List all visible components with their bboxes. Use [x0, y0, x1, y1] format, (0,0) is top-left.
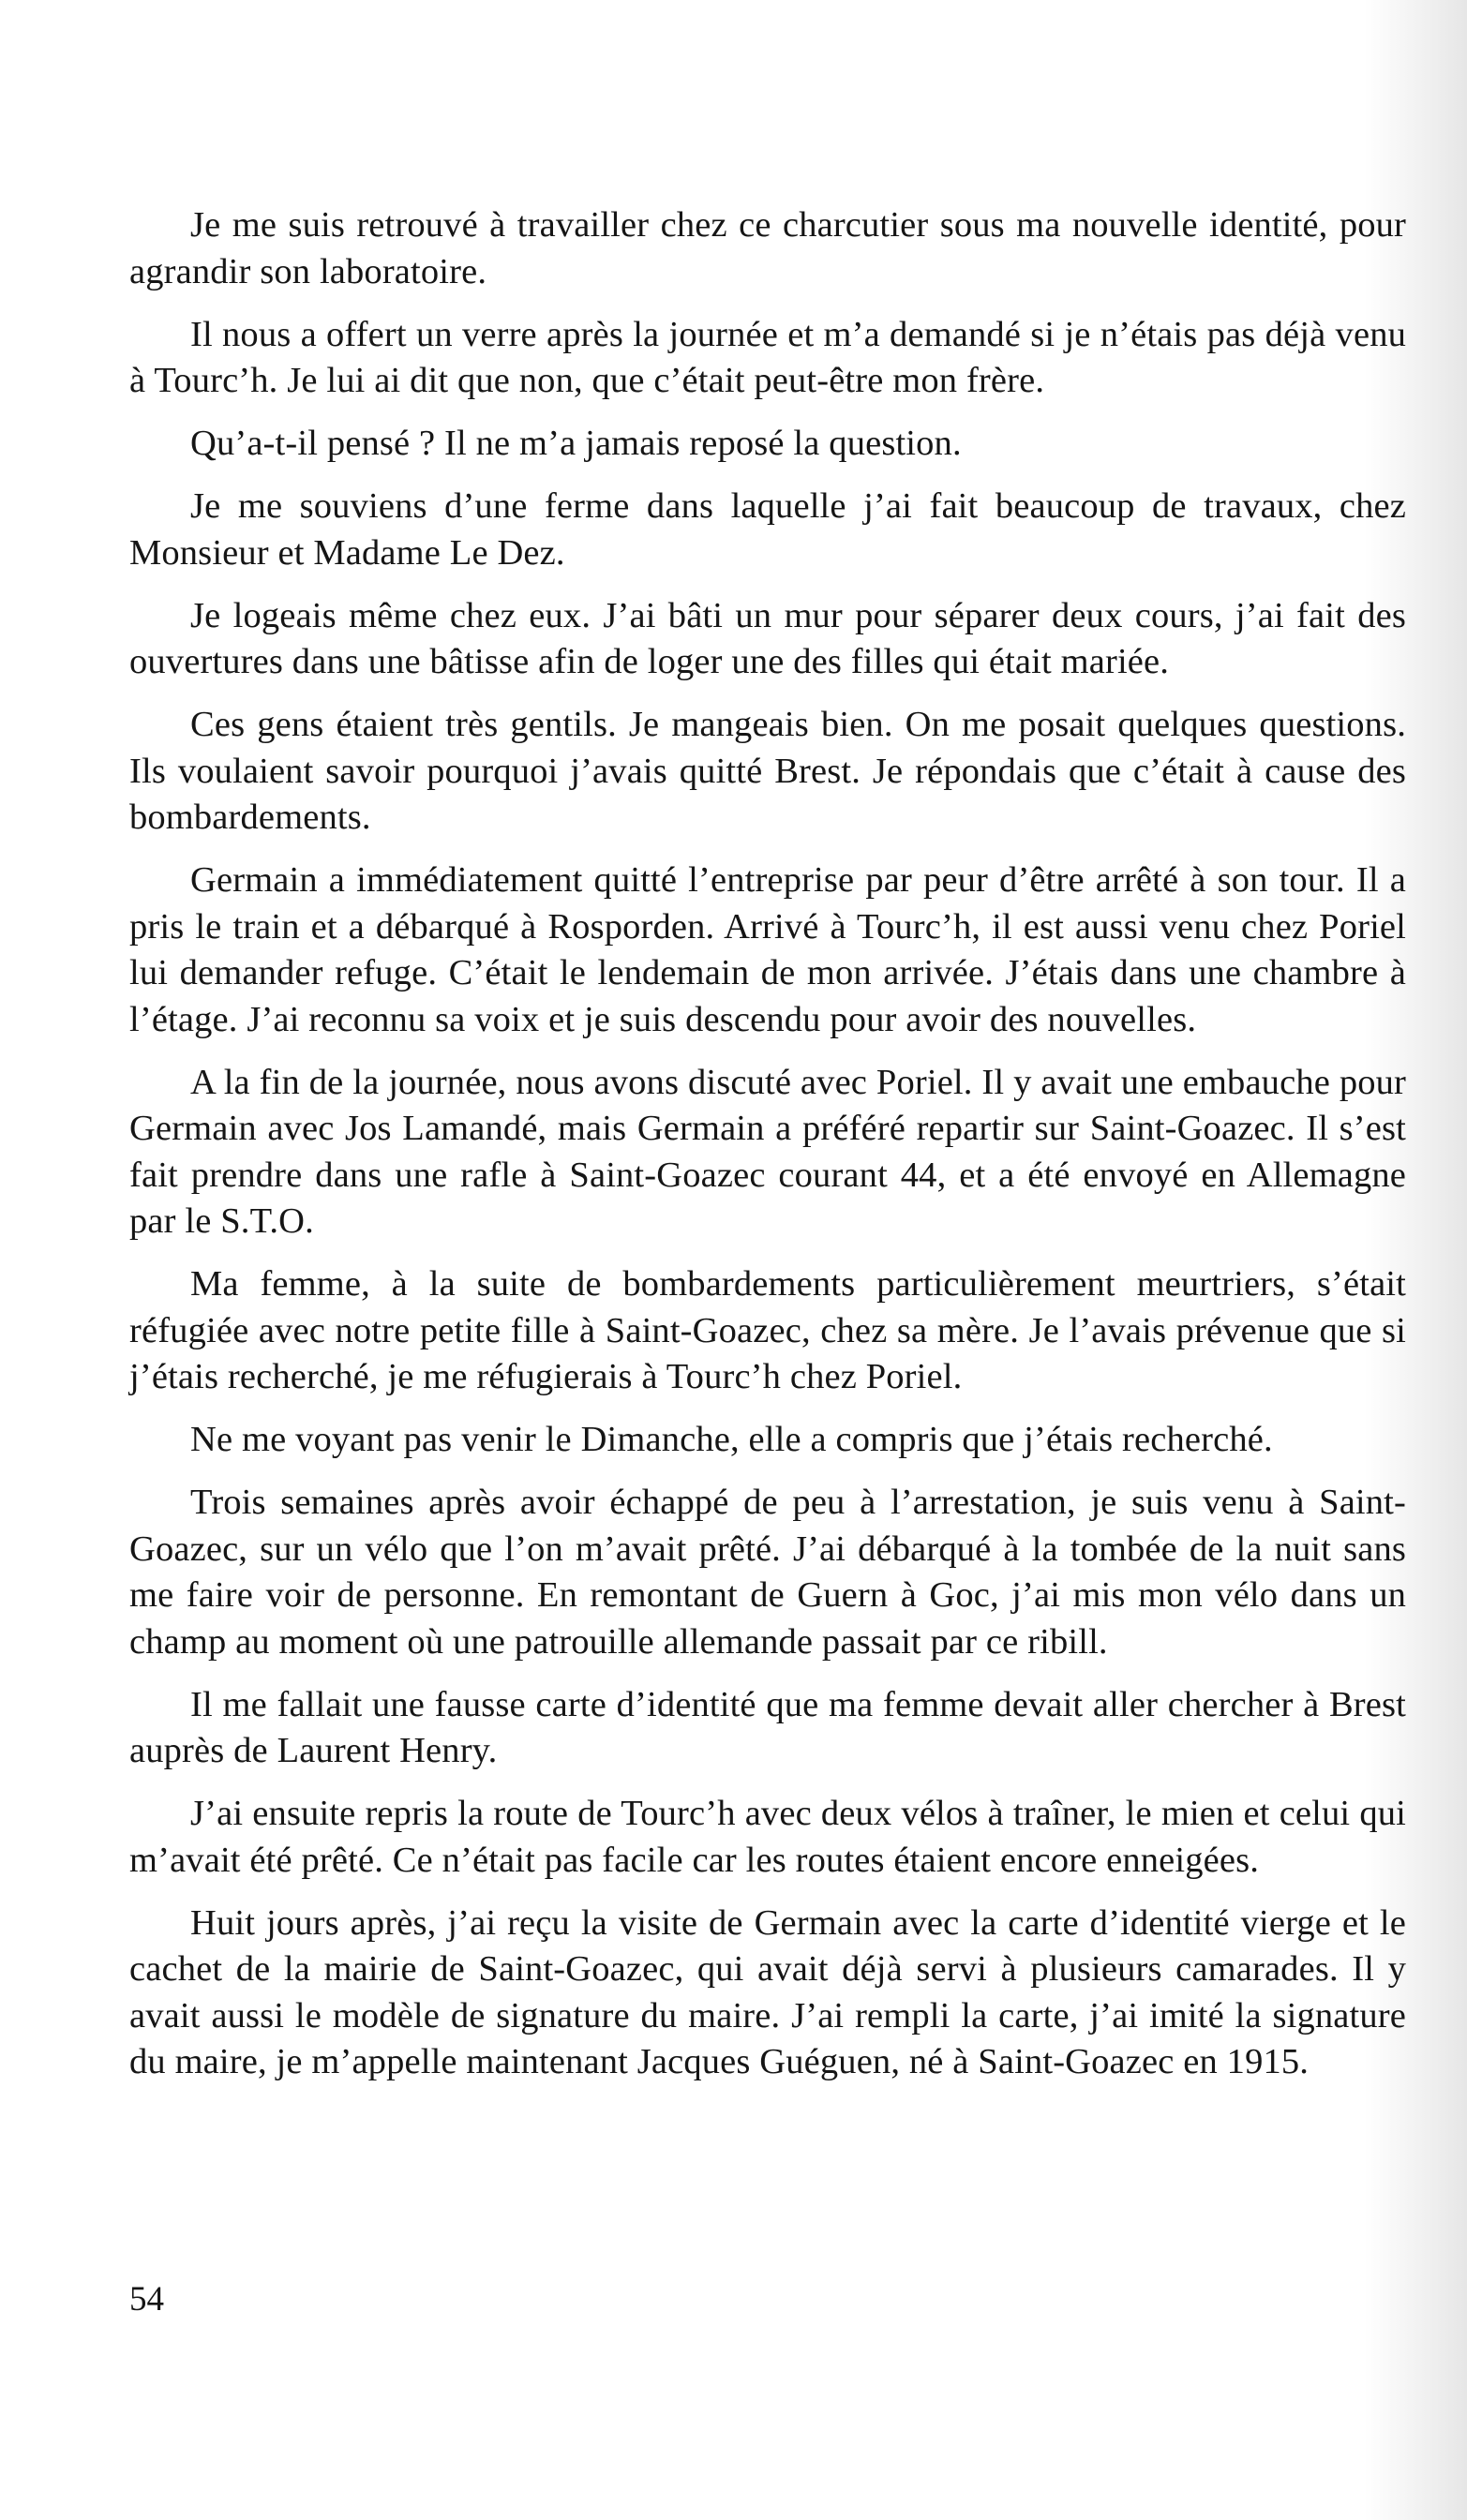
paragraph: Il nous a offert un verre après la journée et m’a demandé si je n’étais pas déjà venu à Tourc’h. Je lui ai dit que non, que c’était peut-être mon frère.	[129, 314, 1406, 400]
paragraph: Qu’a-t-il pensé ? Il ne m’a jamais reposé la question.	[190, 424, 962, 463]
paragraph: Trois semaines après avoir échappé de peu à l’arrestation, je suis venu à Saint-Goazec, sur un vélo que l’on m’avait prêté. J’ai débarqué à la tombée de la nuit sans me faire voir de personne. En remontant de Guern à Goc, j’ai mis mon vélo dans un champ au moment où une patrouille allemande passait par ce ribill.	[129, 1483, 1406, 1662]
paragraph: J’ai ensuite repris la route de Tourc’h avec deux vélos à traîner, le mien et celui qui m’avait été prêté. Ce n’était pas facile car les routes étaient encore enneigées.	[129, 1794, 1406, 1880]
page-number: 54	[129, 2280, 164, 2319]
paragraph: Ne me voyant pas venir le Dimanche, elle a compris que j’étais recherché.	[190, 1420, 1273, 1459]
paragraph: Germain a immédiatement quitté l’entreprise par peur d’être arrêté à son tour. Il a pris le train et a débarqué à Rosporden. Arrivé à Tourc’h, il est aussi venu chez Poriel lui demander refuge. C’était le lendemain de mon arrivée. J’étais dans une chambre à l’étage. J’ai reconnu sa voix et je suis descendu pour avoir des nouvelles.	[129, 860, 1406, 1039]
body-text	[129, 202, 1406, 2102]
paragraph: Je me souviens d’une ferme dans laquelle j’ai fait beaucoup de travaux, chez Monsieur et Madame Le Dez.	[129, 486, 1406, 573]
paragraph: Je logeais même chez eux. J’ai bâti un mur pour séparer deux cours, j’ai fait des ouvertures dans une bâtisse afin de loger une des filles qui était mariée.	[129, 595, 1406, 681]
paragraph: A la fin de la journée, nous avons discuté avec Poriel. Il y avait une embauche pour Germain avec Jos Lamandé, mais Germain a préféré repartir sur Saint-Goazec. Il s’est fait prendre dans une rafle à Saint-Goazec courant 44, et a été envoyé en Allemagne par le S.T.O.	[129, 1062, 1406, 1241]
paragraph: Huit jours après, j’ai reçu la visite de Germain avec la carte d’identité vierge et le cachet de la mairie de Saint-Goazec, qui avait déjà servi à plusieurs camarades. Il y avait aussi le modèle de signature du maire. J’ai rempli la carte, j’ai imité la signature du maire, je m’appelle maintenant Jacques Guéguen, né à Saint-Goazec en 1915.	[129, 1902, 1406, 2081]
paragraph: Je me suis retrouvé à travailler chez ce charcutier sous ma nouvelle identité, pour agrandir son laboratoire.	[129, 205, 1406, 291]
paragraph: Il me fallait une fausse carte d’identité que ma femme devait aller chercher à Brest auprès de Laurent Henry.	[129, 1684, 1406, 1770]
paragraph: Ces gens étaient très gentils. Je mangeais bien. On me posait quelques questions. Ils voulaient savoir pourquoi j’avais quitté Brest. Je répondais que c’était à cause des bombardements.	[129, 705, 1406, 837]
paragraph: Ma femme, à la suite de bombardements particulièrement meurtriers, s’était réfugiée avec notre petite fille à Saint-Goazec, chez sa mère. Je l’avais prévenue que si j’étais recherché, je me réfugierais à Tourc’h chez Poriel.	[129, 1264, 1406, 1396]
